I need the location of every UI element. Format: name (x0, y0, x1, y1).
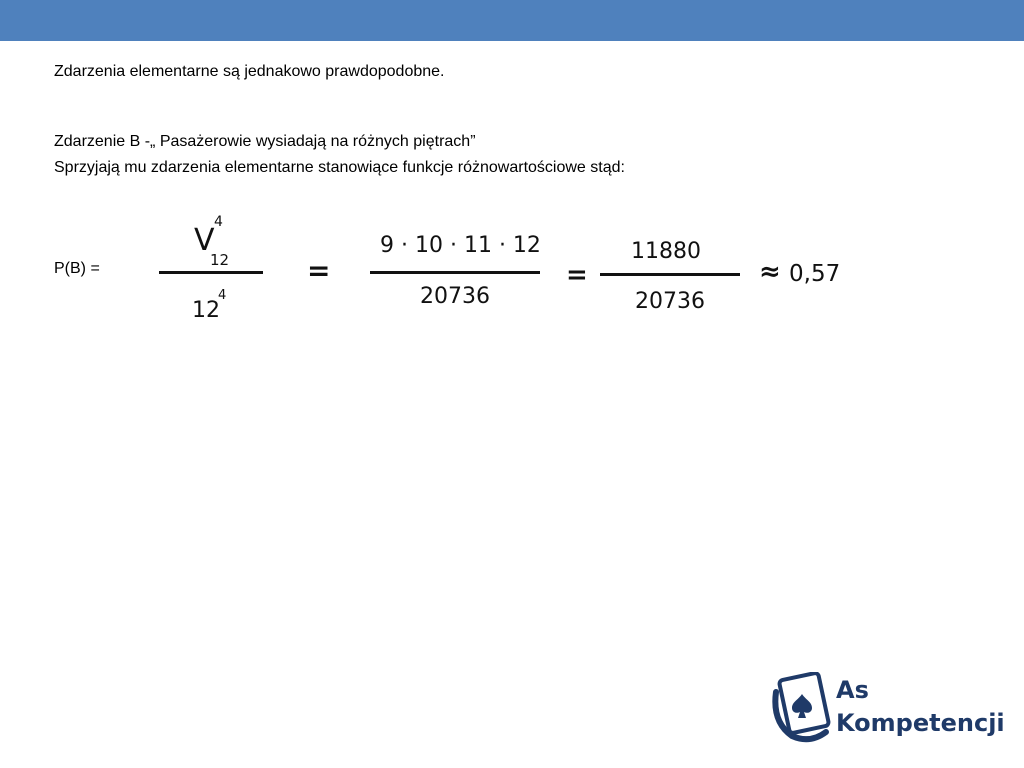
denominator-3: 20736 (635, 289, 705, 314)
equals-sign-1: = (307, 254, 331, 287)
fraction-bar-2 (370, 271, 540, 274)
text-line-3: Sprzyjają mu zdarzenia elementarne stanowiące funkcje różnowartościowe stąd: (54, 159, 625, 176)
fraction-bar-1 (159, 271, 263, 274)
v-letter: V (194, 223, 215, 258)
logo-word-kompetencji: Kompetencji (836, 709, 1005, 737)
approx-sign: ≈ (759, 257, 781, 287)
header-bar (0, 0, 1024, 41)
numerator-3: 11880 (631, 239, 701, 264)
logo-word-as: As (836, 676, 869, 704)
denominator-1-superscript: 4 (218, 288, 227, 303)
denominator-1-base: 12 (192, 298, 220, 323)
v-subscript: 12 (210, 251, 230, 269)
equals-sign-2: = (566, 260, 588, 290)
fraction-bar-3 (600, 273, 740, 276)
as-kompetencji-logo (770, 672, 1005, 744)
numerator-2: 9 · 10 · 11 · 12 (380, 233, 541, 258)
v-superscript: 4 (214, 214, 223, 230)
probability-label: P(B) = (54, 260, 100, 277)
text-line-2: Zdarzenie B -„ Pasażerowie wysiadają na różnych piętrach” (54, 133, 476, 150)
text-line-1: Zdarzenia elementarne są jednakowo prawdopodobne. (54, 63, 445, 80)
result-value: 0,57 (789, 261, 841, 287)
logo-card-icon (770, 672, 834, 744)
denominator-2: 20736 (420, 284, 490, 309)
